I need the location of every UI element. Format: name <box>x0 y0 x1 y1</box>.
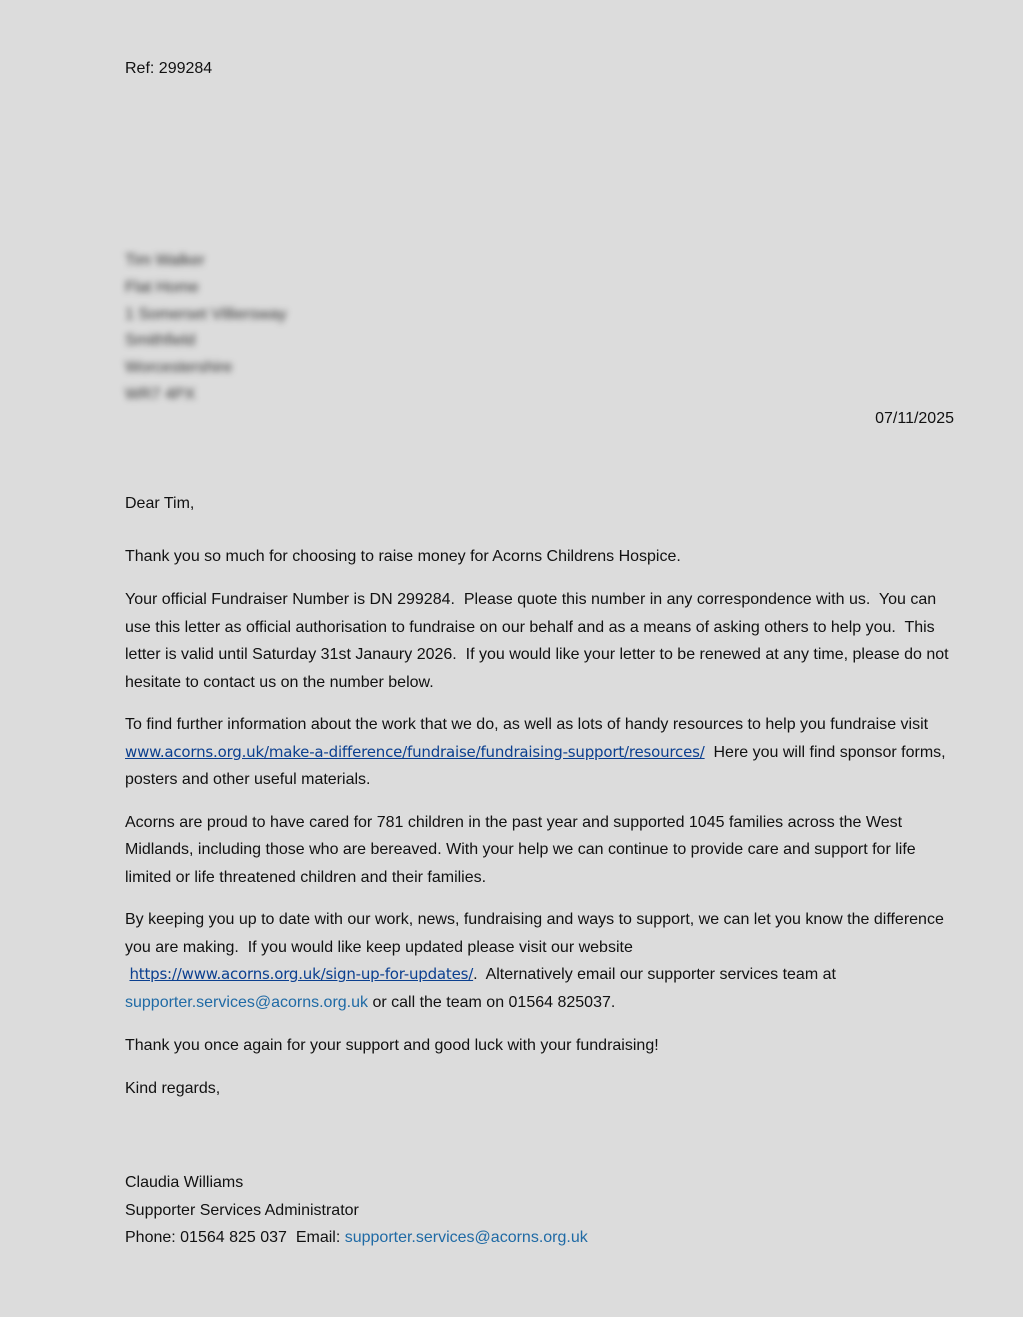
signatory-title: Supporter Services Administrator <box>125 1201 359 1219</box>
paragraph-thanks: Thank you so much for choosing to raise money for Acorns Childrens Hospice. <box>125 547 681 565</box>
address-line: Smithfield <box>125 332 196 350</box>
signatory-name: Claudia Williams <box>125 1174 244 1191</box>
address-line: 1 Somerset Villiersway <box>125 305 287 323</box>
updates-text-mid: . Alternatively email our supporter services team at <box>473 966 836 983</box>
paragraph-impact: Acorns are proud to have cared for 781 children in the past year and supported 1045 families across the West Midlands, including those who are bereaved. With your help we can continue to provide care and support for life limited or life threatened children and their families. <box>125 813 916 886</box>
supporter-email-link[interactable]: supporter.services@acorns.org.uk <box>125 993 369 1011</box>
address-line: Tim Walker <box>125 252 205 269</box>
recipient-address-blurred <box>125 248 287 409</box>
address-line: Worcestershire <box>125 359 233 377</box>
resources-link[interactable]: www.acorns.org.uk/make-a-difference/fundraise/fundraising-support/resources/ <box>125 742 705 761</box>
paragraph-good-luck: Thank you once again for your support and good luck with your fundraising! <box>125 1037 659 1054</box>
resources-text-pre: To find further information about the work that we do, as well as lots of handy resources to help you fundraise visit <box>125 716 933 733</box>
letter-body <box>125 490 955 1102</box>
contact-phone-text: Phone: 01564 825 037 Email: <box>125 1229 345 1246</box>
resources-text-post: Here you will find sponsor forms, posters and other useful materials. <box>125 743 946 788</box>
paragraph-updates <box>125 906 955 1016</box>
signature-email-link[interactable]: supporter.services@acorns.org.uk <box>344 1229 588 1246</box>
sign-up-link[interactable]: https://www.acorns.org.uk/sign-up-for-updates/ <box>129 965 474 983</box>
letter-date: 07/11/2025 <box>875 410 954 427</box>
signature-block <box>125 1169 588 1252</box>
salutation: Dear Tim, <box>125 495 195 512</box>
address-line: WR7 4PX <box>125 385 196 403</box>
signatory-contact <box>125 1224 588 1252</box>
updates-text-pre: By keeping you up to date with our work, news, fundraising and ways to support, we can let you know the difference you are making. If you would like keep updated please visit our website <box>125 911 944 956</box>
reference-number: Ref: 299284 <box>125 60 213 77</box>
updates-text-post: or call the team on 01564 825037. <box>368 993 616 1011</box>
address-line: Flat Home <box>125 278 199 296</box>
closing: Kind regards, <box>125 1079 221 1097</box>
paragraph-fundraiser-number: Your official Fundraiser Number is DN 299284. Please quote this number in any correspondence with us. You can use this letter as official authorisation to fundraise on our behalf and as a means of asking others to help you. This letter is valid until Saturday 31st Janaury 2026. If you would like your letter to be renewed at any time, please do not hesitate to contact us on the number below. <box>125 591 949 691</box>
paragraph-resources <box>125 711 955 794</box>
